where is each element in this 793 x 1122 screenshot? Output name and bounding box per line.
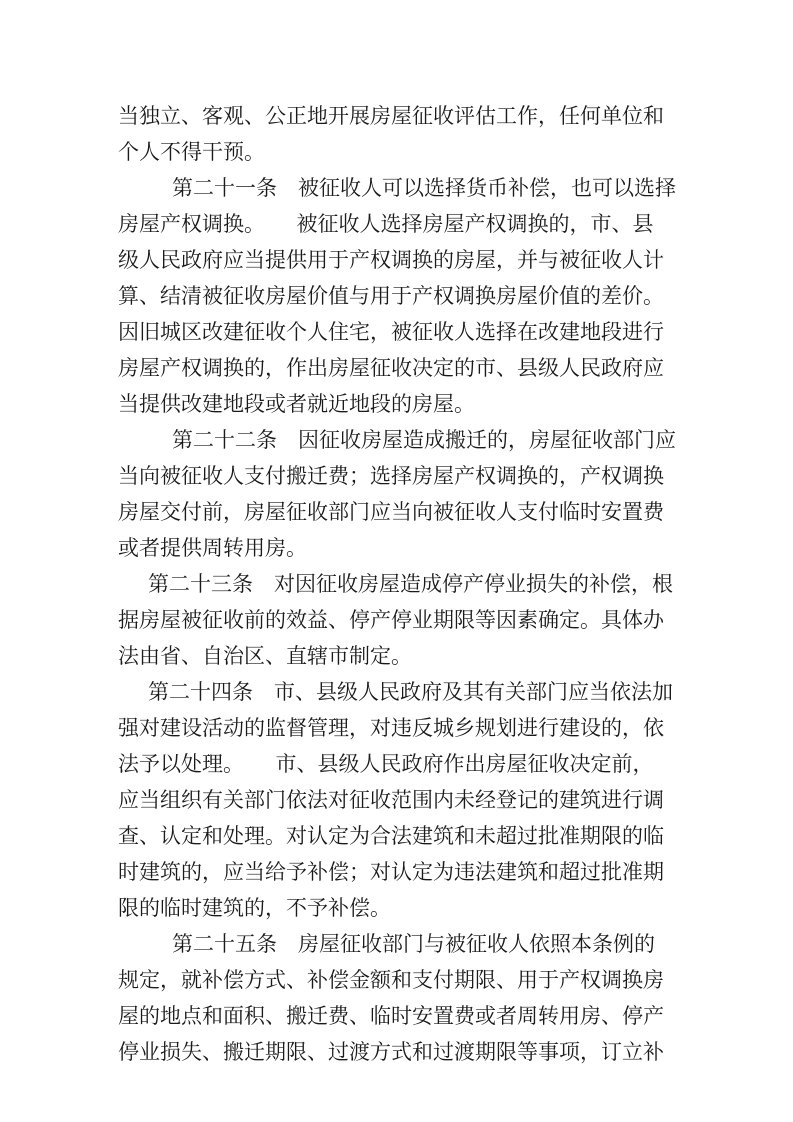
text-line xyxy=(0,710,793,746)
text-line xyxy=(0,890,793,926)
line-text: 当向被征收人支付搬迁费；选择房屋产权调换的，产权调换 xyxy=(118,464,664,488)
text-line xyxy=(0,278,793,314)
text-line xyxy=(0,386,793,422)
article-heading-23: 第二十三条 对因征收房屋造成停产停业损失的补偿，根 xyxy=(148,572,673,596)
text-line xyxy=(0,314,793,350)
text-line xyxy=(0,170,793,206)
text-line xyxy=(0,422,793,458)
line-text: 法由省、自治区、直辖市制定。 xyxy=(118,644,412,668)
line-text: 因旧城区改建征收个人住宅，被征收人选择在改建地段进行 xyxy=(118,320,664,344)
text-line xyxy=(0,818,793,854)
text-line xyxy=(0,638,793,674)
text-line xyxy=(0,926,793,962)
line-text: 房屋产权调换的，作出房屋征收决定的市、县级人民政府应 xyxy=(118,356,664,380)
line-text: 房屋产权调换。 被征收人选择房屋产权调换的，市、县 xyxy=(118,212,654,236)
line-text: 个人不得干预。 xyxy=(118,140,265,164)
line-text: 停业损失、搬迁期限、过渡方式和过渡期限等事项，订立补 xyxy=(118,1040,664,1064)
text-line xyxy=(0,782,793,818)
line-text: 据房屋被征收前的效益、停产停业期限等因素确定。具体办 xyxy=(118,608,664,632)
line-text: 规定，就补偿方式、补偿金额和支付期限、用于产权调换房 xyxy=(118,968,664,992)
line-text: 级人民政府应当提供用于产权调换的房屋，并与被征收人计 xyxy=(118,248,664,272)
line-text: 或者提供周转用房。 xyxy=(118,536,307,560)
text-line xyxy=(0,962,793,998)
article-heading-22: 第二十二条 因征收房屋造成搬迁的，房屋征收部门应 xyxy=(172,428,676,452)
line-text: 限的临时建筑的，不予补偿。 xyxy=(118,896,391,920)
line-text: 法予以处理。 市、县级人民政府作出房屋征收决定前， xyxy=(118,752,654,776)
line-text: 当提供改建地段或者就近地段的房屋。 xyxy=(118,392,475,416)
line-text: 算、结清被征收房屋价值与用于产权调换房屋价值的差价。 xyxy=(118,284,664,308)
text-line xyxy=(0,134,793,170)
text-line xyxy=(0,1034,793,1070)
line-text: 强对建设活动的监督管理，对违反城乡规划进行建设的，依 xyxy=(118,716,664,740)
text-line xyxy=(0,458,793,494)
line-text: 当独立、客观、公正地开展房屋征收评估工作，任何单位和 xyxy=(118,104,664,128)
text-line xyxy=(0,242,793,278)
text-line xyxy=(0,206,793,242)
text-line xyxy=(0,530,793,566)
text-line xyxy=(0,350,793,386)
text-line xyxy=(0,602,793,638)
article-heading-25: 第二十五条 房屋征收部门与被征收人依照本条例的 xyxy=(172,932,655,956)
line-text: 时建筑的，应当给予补偿；对认定为违法建筑和超过批准期 xyxy=(118,860,664,884)
line-text: 房屋交付前，房屋征收部门应当向被征收人支付临时安置费 xyxy=(118,500,664,524)
line-text: 查、认定和处理。对认定为合法建筑和未超过批准期限的临 xyxy=(118,824,664,848)
text-line xyxy=(0,998,793,1034)
line-text: 屋的地点和面积、搬迁费、临时安置费或者周转用房、停产 xyxy=(118,1004,664,1028)
text-line xyxy=(0,566,793,602)
line-text: 应当组织有关部门依法对征收范围内未经登记的建筑进行调 xyxy=(118,788,664,812)
text-line xyxy=(0,746,793,782)
text-line xyxy=(0,674,793,710)
text-line xyxy=(0,98,793,134)
article-heading-24: 第二十四条 市、县级人民政府及其有关部门应当依法加 xyxy=(148,680,673,704)
text-line xyxy=(0,854,793,890)
article-heading-21: 第二十一条 被征收人可以选择货币补偿，也可以选择 xyxy=(172,176,676,200)
text-line xyxy=(0,494,793,530)
